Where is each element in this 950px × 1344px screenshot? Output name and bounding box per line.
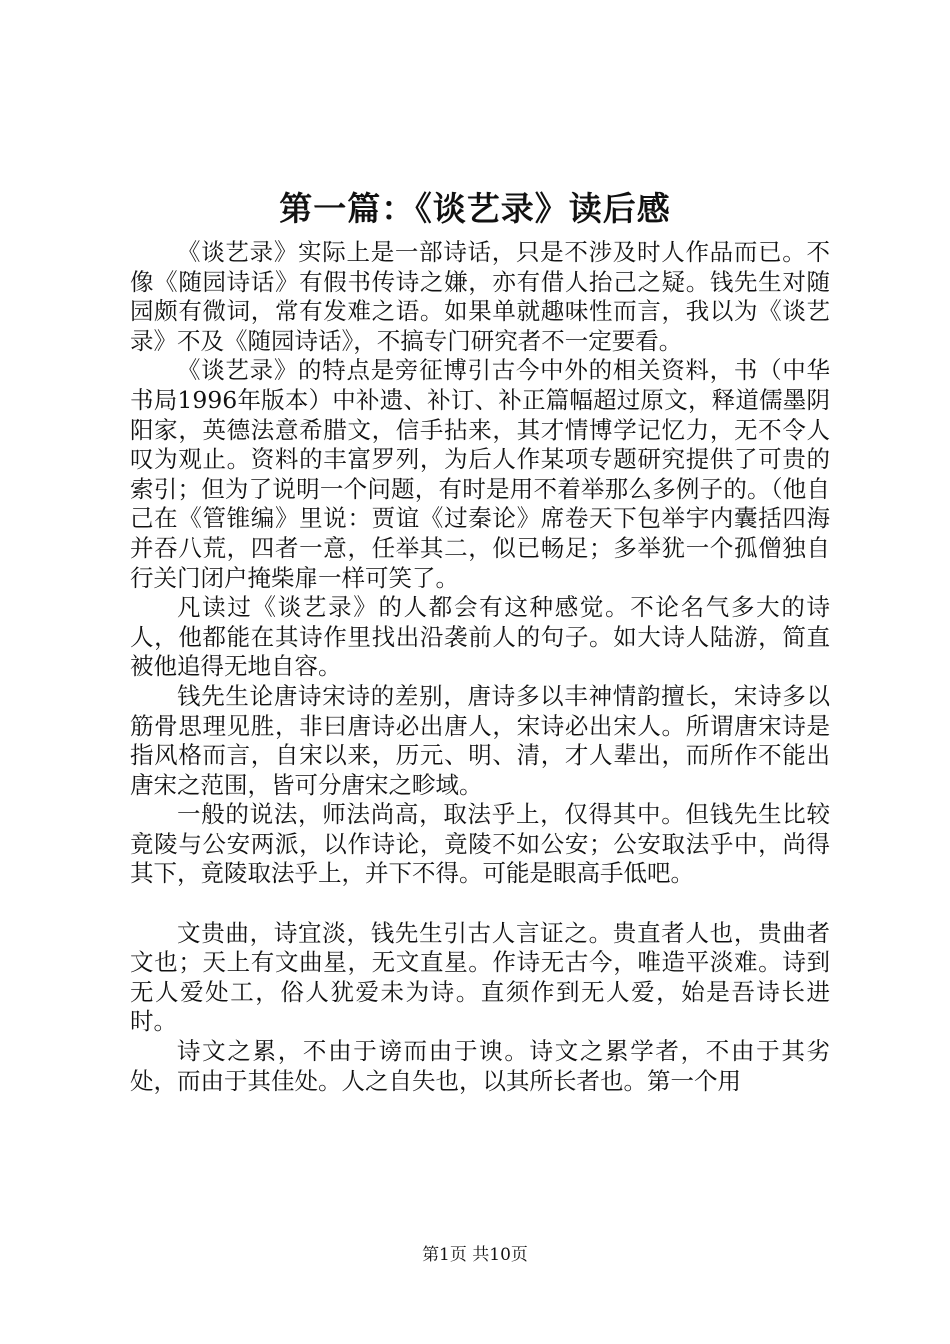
paragraph-7: 诗文之累，不由于谤而由于谀。诗文之累学者，不由于其劣处，而由于其佳处。人之自失也，以其所长者也。第一个用 bbox=[130, 1037, 830, 1095]
paragraph-6: 文贵曲，诗宜淡，钱先生引古人言证之。贵直者人也，贵曲者文也；天上有文曲星，无文直星。作诗无古今，唯造平淡难。诗到无人爱处工，俗人犹爱未为诗。直须作到无人爱，始是吾诗长进时。 bbox=[130, 918, 830, 1036]
paragraph-4: 钱先生论唐诗宋诗的差别，唐诗多以丰神情韵擅长，宋诗多以筋骨思理见胜，非曰唐诗必出唐人，宋诗必出宋人。所谓唐宋诗是指风格而言，自宋以来，历元、明、清，才人辈出，而所作不能出唐宋之范围，皆可分唐宋之畛域。 bbox=[130, 681, 830, 799]
paragraph-2: 《谈艺录》的特点是旁征博引古今中外的相关资料，书（中华书局1996年版本）中补遗、补订、补正篇幅超过原文，释道儒墨阴阳家，英德法意希腊文，信手拈来，其才情博学记忆力，无不令人叹为观止。资料的丰富罗列，为后人作某项专题研究提供了可贵的索引；但为了说明一个问题，有时是用不着举那么多例子的。（他自己在《管锥编》里说：贾谊《过秦论》席卷天下包举宇内囊括四海并吞八荒，四者一意，任举其二，似已畅足；多举犹一个孤僧独自行关门闭户掩柴扉一样可笑了。 bbox=[130, 356, 830, 592]
document-title: 第一篇：《谈艺录》读后感 bbox=[279, 189, 671, 228]
paragraph-3: 凡读过《谈艺录》的人都会有这种感觉。不论名气多大的诗人，他都能在其诗作里找出沿袭前人的句子。如大诗人陆游，简直被他追得无地自容。 bbox=[130, 593, 830, 681]
document-body bbox=[130, 238, 830, 1096]
page-footer: 第1页 共10页 bbox=[422, 1245, 528, 1265]
paragraph-1: 《谈艺录》实际上是一部诗话，只是不涉及时人作品而已。不像《随园诗话》有假书传诗之嫌，亦有借人抬己之疑。钱先生对随园颇有微词，常有发难之语。如果单就趣味性而言，我以为《谈艺录》不及《随园诗话》，不搞专门研究者不一定要看。 bbox=[130, 238, 830, 355]
paragraph-5: 一般的说法，师法尚高，取法乎上，仅得其中。但钱先生比较竟陵与公安两派，以作诗论，竟陵不如公安；公安取法乎中，尚得其下，竟陵取法乎上，并下不得。可能是眼高手低吧。 bbox=[130, 800, 830, 888]
